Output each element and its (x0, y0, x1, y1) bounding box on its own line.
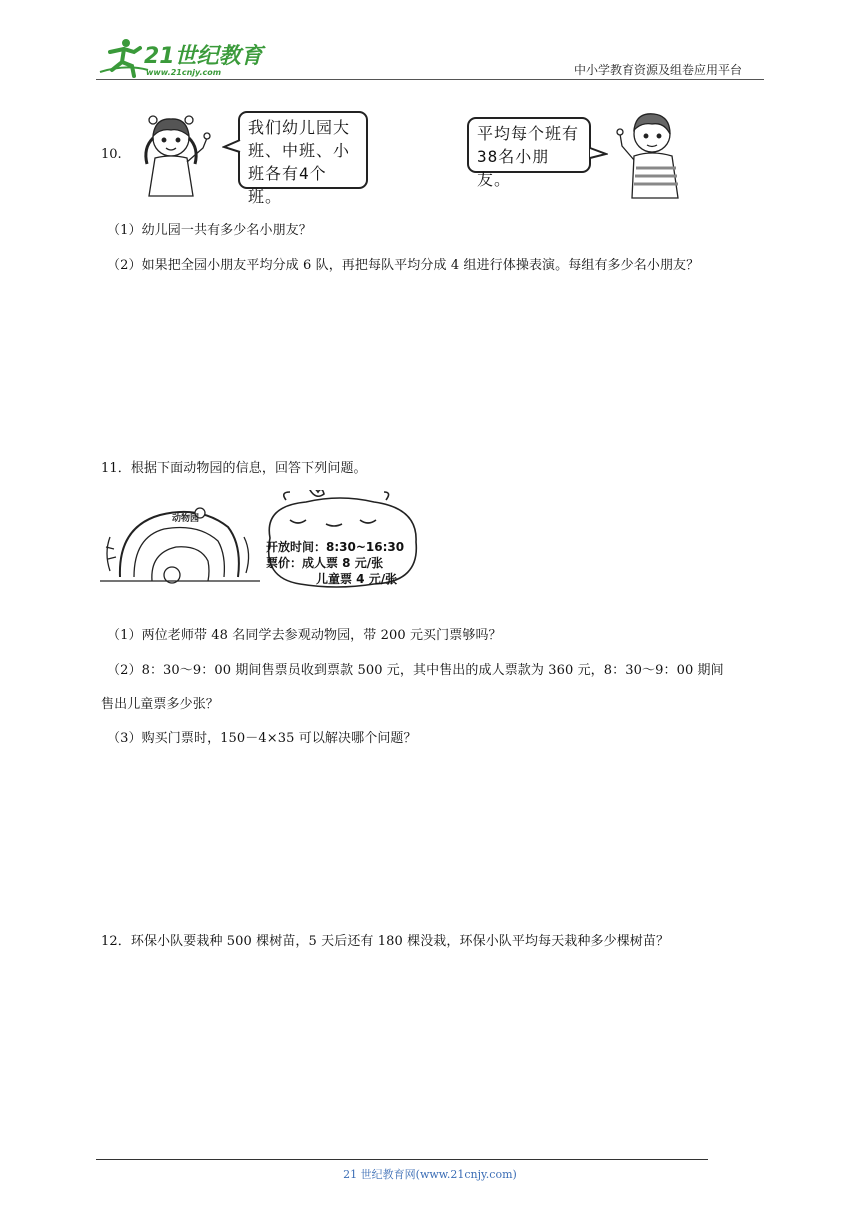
q11-sub2-line1: （2）8：30～9：00 期间售票员收到票款 500 元，其中售出的成人票款为 360 元，8：30～9：00 期间 (107, 663, 724, 678)
site-logo (96, 36, 266, 80)
bubble-left (238, 111, 368, 206)
girl-icon (133, 108, 223, 198)
q11-sub2-line2: 售出儿童票多少张？ (101, 697, 219, 712)
bubble-right-line-2: 38名小朋友。 (477, 147, 550, 189)
sign-hours: 开放时间：8:30~16:30 (266, 540, 405, 554)
zoo-info-sign (256, 490, 422, 588)
platform-title: 中小学教育资源及组卷应用平台 (574, 63, 743, 77)
q11-sub3: （3）购买门票时，150－4×35 可以解决哪个问题？ (107, 731, 417, 746)
header-divider (96, 79, 764, 80)
girl-illustration (133, 108, 223, 198)
boy-illustration (606, 104, 686, 200)
boy-icon (606, 104, 686, 200)
q11-stem: 11．根据下面动物园的信息，回答下列问题。 (101, 461, 367, 476)
footer-link[interactable]: 21 世纪教育网(www.21cnjy.com) (343, 1168, 517, 1181)
logo-text: 21世纪教育 (144, 44, 263, 69)
runner-logo-icon (96, 36, 266, 80)
q11-sub1: （1）两位老师带 48 名同学去参观动物园，带 200 元买门票够吗？ (107, 628, 502, 643)
zoo-gate-label: 动物园 (172, 514, 200, 524)
q10-sub2: （2）如果把全园小朋友平均分成 6 队，再把每队平均分成 4 组进行体操表演。每组有多少名小朋友？ (107, 258, 700, 273)
bubble-right-line-1: 平均每个班有 (477, 124, 580, 143)
zoo-gate-icon (100, 497, 260, 585)
bubble-right (467, 117, 591, 189)
bubble-right-tail (588, 146, 608, 160)
zoo-gate-illustration (100, 497, 260, 585)
bubble-left-tail (222, 138, 242, 154)
bubble-left-line-2: 班、中班、小 (248, 141, 351, 160)
bubble-left-line-1: 我们幼儿园大 (248, 118, 351, 137)
sign-child-price: 儿童票 4 元/张 (316, 572, 398, 586)
bubble-left-line-3: 班各有4个班。 (248, 164, 327, 206)
q10-number: 10. (101, 147, 122, 162)
sign-adult-price: 票价：成人票 8 元/张 (266, 556, 384, 570)
q12-stem: 12．环保小队要栽种 500 棵树苗，5 天后还有 180 棵没栽，环保小队平均每天栽种多少棵树苗？ (101, 934, 670, 949)
footer-divider (96, 1159, 708, 1160)
logo-url: www.21cnjy.com (146, 68, 222, 77)
q10-sub1: （1）幼儿园一共有多少名小朋友？ (107, 223, 312, 238)
